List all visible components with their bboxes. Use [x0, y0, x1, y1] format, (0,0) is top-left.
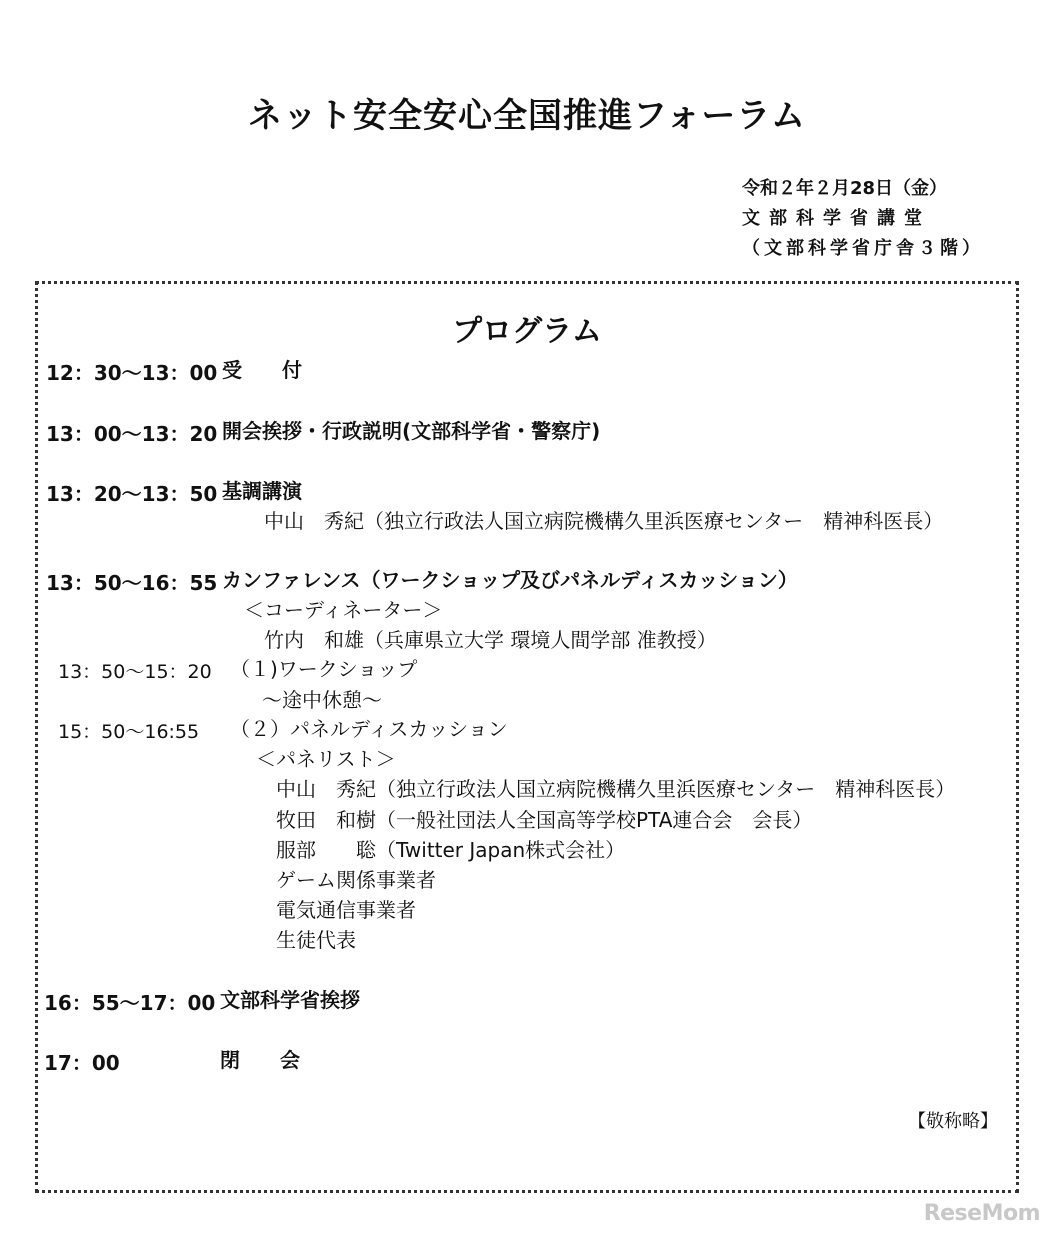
panelist-item: 生徒代表 — [276, 928, 356, 952]
closing-label: 閉 会 — [220, 1048, 300, 1072]
panelist-item: ゲーム関係事業者 — [276, 868, 436, 892]
panel-label: （２）パネルディスカッション — [230, 717, 508, 741]
mext-time: 16：55～17：00 — [44, 991, 216, 1015]
mext-label: 文部科学省挨拶 — [220, 988, 360, 1012]
document-title: ネット安全安心全国推進フォーラム — [248, 96, 806, 136]
opening-label: 開会挨拶・行政説明(文部科学省・警察庁) — [222, 419, 601, 443]
conference-label: カンファレンス（ワークショップ及びパネルディスカッション） — [222, 568, 798, 592]
panelist-item: 服部 聡（Twitter Japan株式会社） — [276, 838, 626, 862]
coordinator: 竹内 和雄（兵庫県立大学 環境人間学部 准教授） — [264, 628, 717, 652]
keynote-time: 13：20～13：50 — [46, 482, 218, 506]
break-label: ～途中休憩～ — [262, 688, 382, 712]
panelist-item: 電気通信事業者 — [276, 898, 416, 922]
resemom-logo: ReseMom — [923, 1201, 1040, 1226]
workshop-time: 13：50～15：20 — [58, 661, 212, 683]
closing-time: 17：00 — [44, 1051, 120, 1075]
panelist-item: 中山 秀紀（独立行政法人国立病院機構久里浜医療センター 精神科医長） — [276, 777, 956, 801]
workshop-label: （１)ワークショップ — [230, 657, 418, 681]
event-meta — [742, 174, 984, 264]
conference-time: 13：50～16：55 — [46, 571, 218, 595]
keynote-speaker: 中山 秀紀（独立行政法人国立病院機構久里浜医療センター 精神科医長） — [264, 509, 944, 533]
panel-time: 15：50～16:55 — [58, 721, 200, 743]
event-date: 令和２年２月28日（金） — [742, 178, 948, 199]
panelist-item: 牧田 和樹（一般社団法人全国高等学校PTA連合会 会長） — [276, 808, 813, 832]
event-venue: 文部科学省講堂 — [742, 208, 931, 229]
event-venue-detail: （文部科学省庁舎３階） — [742, 238, 984, 259]
honorific-note: 【敬称略】 — [908, 1111, 998, 1132]
reception-time: 12：30～13：00 — [46, 361, 218, 385]
program-title: プログラム — [452, 314, 602, 349]
opening-time: 13：00～13：20 — [46, 422, 218, 446]
keynote-label: 基調講演 — [222, 479, 302, 503]
panelist-heading: ＜パネリスト＞ — [256, 747, 396, 771]
coordinator-heading: ＜コーディネーター＞ — [244, 598, 443, 622]
reception-label: 受 付 — [222, 358, 302, 382]
